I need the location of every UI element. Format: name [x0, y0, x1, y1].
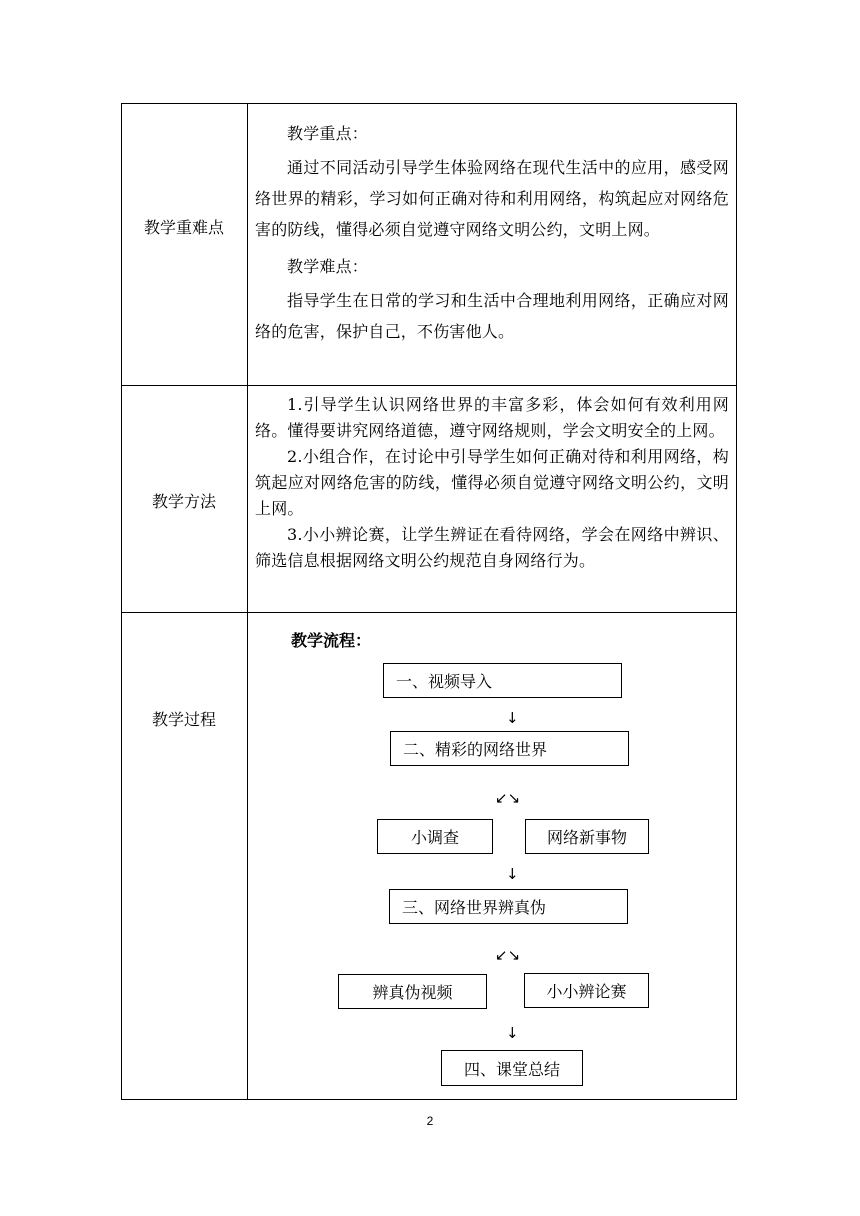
- arrow-down-icon: ↓: [506, 709, 519, 727]
- method-item: 1.引导学生认识网络世界的丰富多彩，体会如何有效利用网络。懂得要讲究网络道德，遵守网络规则，学会文明安全的上网。: [255, 395, 729, 440]
- flow-step-survey: 小调查: [377, 819, 493, 854]
- flow-step-video-intro: 一、视频导入: [383, 663, 622, 698]
- column-divider: [247, 103, 248, 1100]
- row-label-methods: 教学方法: [151, 492, 216, 511]
- method-item: 2.小组合作，在讨论中引导学生如何正确对待和利用网络，构筑起应对网络危害的防线，懂得必须自觉遵守网络文明公约，文明上网。: [255, 447, 729, 518]
- difficulty-text: 指导学生在日常的学习和生活中合理地利用网络，正确应对网络的危害，保护自己，不伤害他人。: [255, 291, 729, 341]
- row-divider: [121, 612, 737, 613]
- key-points-content: [255, 118, 729, 347]
- flow-step-debate: 小小辨论赛: [524, 973, 649, 1008]
- method-item: 3.小小辨论赛，让学生辨证在看待网络，学会在网络中辨识、筛选信息根据网络文明公约规范自身网络行为。: [255, 525, 729, 570]
- focus-heading: 教学重点：: [287, 124, 369, 143]
- row-label-key-points: 教学重难点: [143, 218, 224, 237]
- flow-step-summary: 四、课堂总结: [441, 1050, 583, 1086]
- focus-text: 通过不同活动引导学生体验网络在现代生活中的应用，感受网络世界的精彩，学习如何正确对待和利用网络，构筑起应对网络危害的防线，懂得必须自觉遵守网络文明公约，文明上网。: [255, 158, 729, 239]
- page-number: 2: [426, 1114, 434, 1128]
- row-divider: [121, 385, 737, 386]
- flow-step-truth-video: 辨真伪视频: [338, 974, 487, 1009]
- arrow-split-icon: ↙↘: [495, 789, 521, 807]
- difficulty-heading: 教学难点：: [287, 257, 369, 276]
- arrow-down-icon: ↓: [506, 1024, 519, 1042]
- flow-title: 教学流程：: [291, 631, 372, 650]
- flow-step-network-world: 二、精彩的网络世界: [390, 731, 629, 766]
- methods-content: [255, 392, 729, 574]
- arrow-down-icon: ↓: [506, 865, 519, 883]
- flow-step-new-things: 网络新事物: [525, 819, 649, 854]
- row-label-process: 教学过程: [151, 710, 216, 729]
- arrow-split-icon: ↙↘: [495, 946, 521, 964]
- flow-step-truth: 三、网络世界辨真伪: [389, 889, 628, 924]
